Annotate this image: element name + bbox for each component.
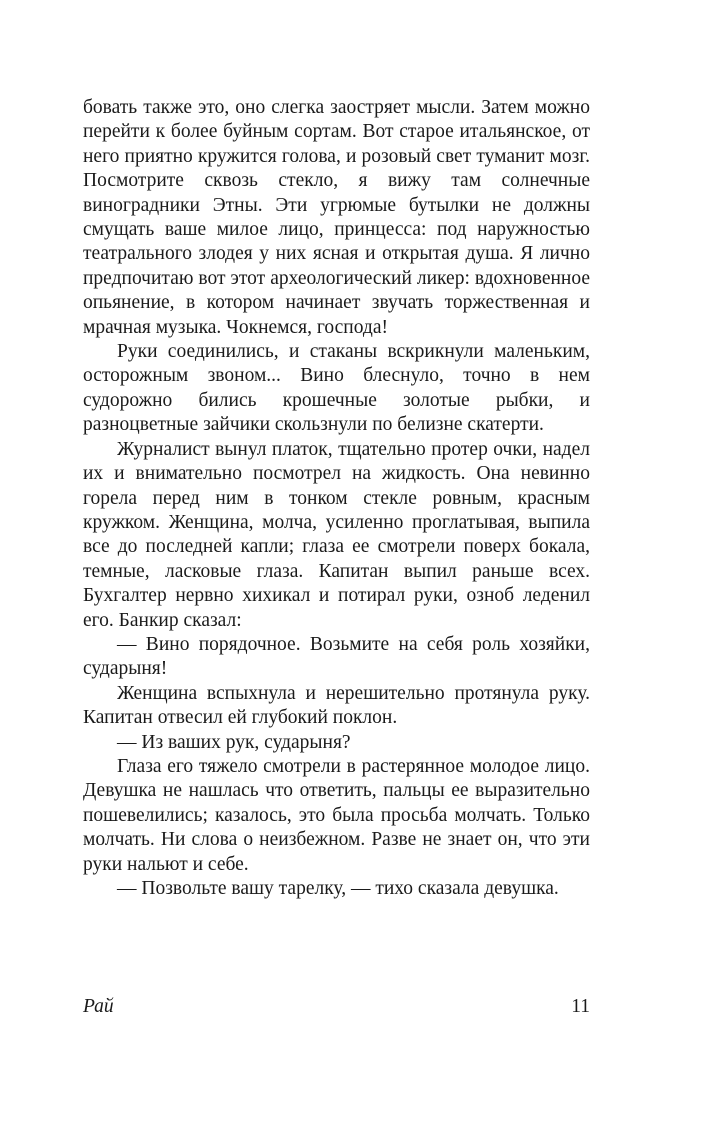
paragraph: Женщина вспыхнула и нерешительно протянула руку. Капитан отвесил ей глубокий поклон.: [83, 682, 590, 729]
paragraph-dialogue: — Вино порядочное. Возьмите на себя роль хозяйки, сударыня!: [83, 633, 590, 680]
paragraph: бовать также это, оно слегка заостряет мысли. Затем можно перейти к более буйным сортам. Вот старое итальянское, от него приятно кружится голова, и розовый свет туманит мозг. Посмотрите сквозь стекло, я вижу там солнечные виноградники Этны. Эти угрюмые бутылки не должны смущать ваше милое лицо, принцесса: под наружностью театрального злодея у них ясная и открытая душа. Я лично предпочитаю вот этот археологический ликер: вдохновенное опьянение, в котором начинает звучать торжественная и мрачная музыка. Чокнемся, господа!: [83, 97, 590, 338]
paragraph: Глаза его тяжело смотрели в растерянное молодое лицо. Девушка не нашлась что ответить, пальцы ее выразительно пошевелились; казалось, это была просьба молчать. Только молчать. Ни слова о неизбежном. Разве не знает он, что эти руки нальют и себе.: [83, 755, 590, 875]
page-footer: [83, 994, 590, 1020]
paragraph-dialogue: — Позвольте вашу тарелку, — тихо сказала девушка.: [117, 878, 559, 899]
page-body: [83, 96, 590, 901]
paragraph: Журналист вынул платок, тщательно протер очки, надел их и внимательно посмотрел на жидкость. Она невинно горела перед ним в тонком стекле ровным, красным кружком. Женщина, молча, усиленно проглатывая, выпила все до последней капли; глаза ее смотрели поверх бокала, темные, ласковые глаза. Капитан выпил раньше всех. Бухгалтер нервно хихикал и потирал руки, озноб леденил его. Банкир сказал:: [83, 438, 590, 631]
page-number: 11: [571, 996, 590, 1017]
running-title: Рай: [83, 996, 114, 1017]
paragraph: Руки соединились, и стаканы вскрикнули маленьким, осторожным звоном... Вино блеснуло, точно в нем судорожно бились крошечные золотые рыбки, и разноцветные зайчики скользнули по белизне скатерти.: [83, 341, 590, 436]
paragraph-dialogue: — Из ваших рук, сударыня?: [117, 731, 351, 753]
text-block: [83, 96, 590, 901]
